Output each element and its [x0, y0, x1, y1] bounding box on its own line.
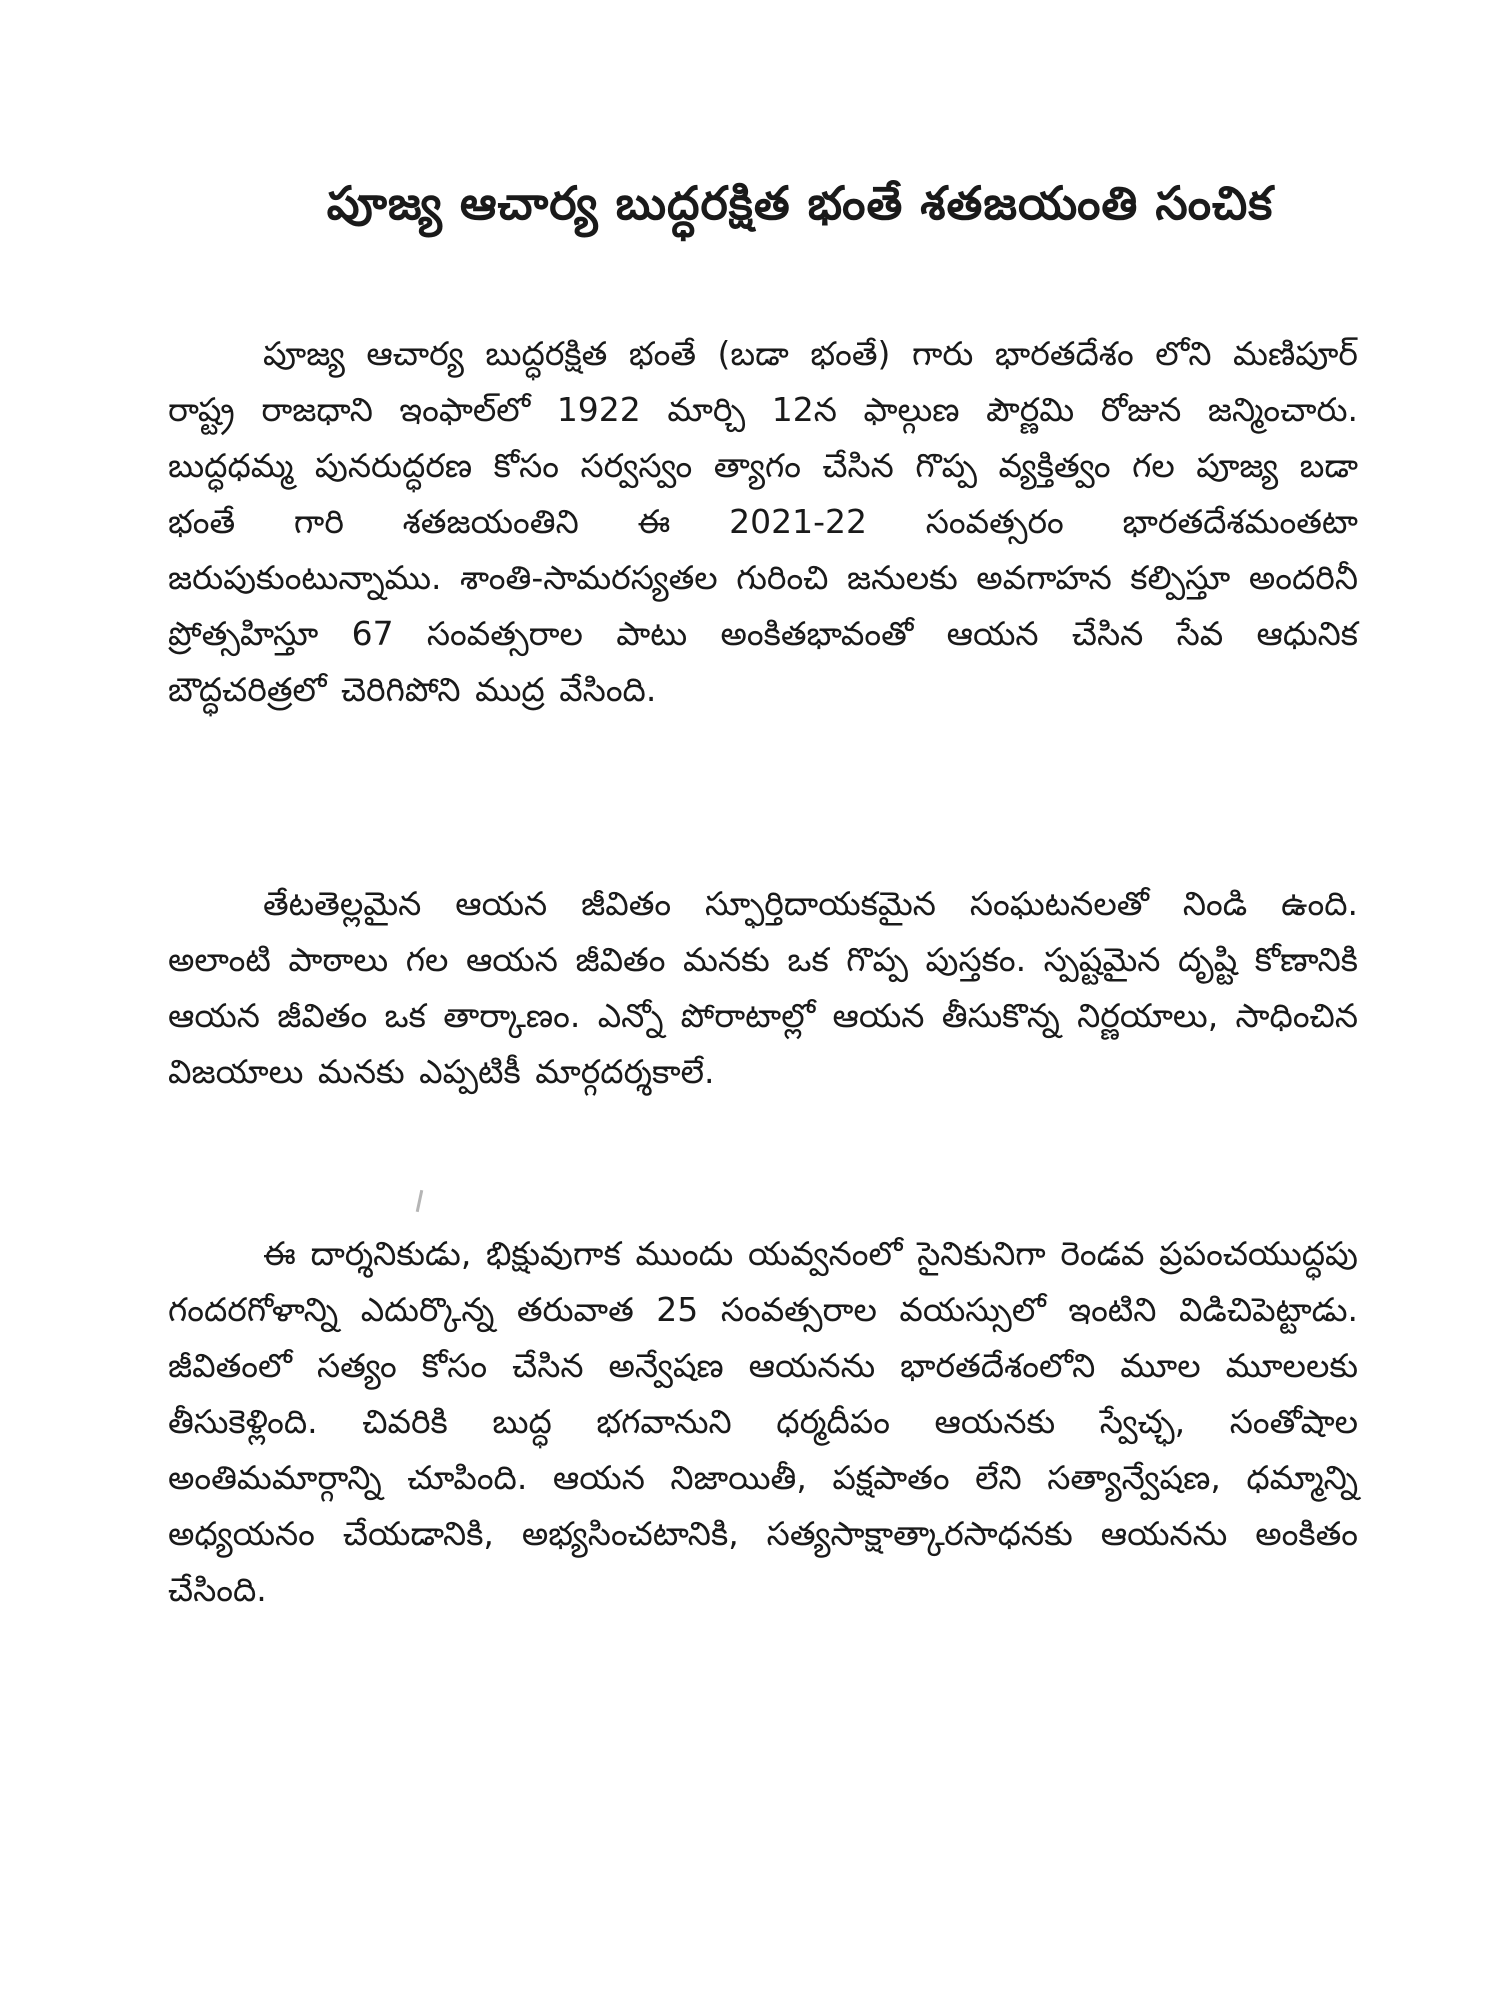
paragraph-1: పూజ్య ఆచార్య బుద్ధరక్షిత భంతే (బడా భంతే) గారు భారతదేశం లోని మణిపూర్ రాష్ట్ర రాజధాని ఇంఫాల్‌లో 1922 మార్చి 12న ఫాల్గుణ పౌర్ణమి రోజున జన్మించారు. బుద్ధధమ్మ పునరుద్ధరణ కోసం సర్వస్వం త్యాగం చేసిన గొప్ప వ్యక్తిత్వం గల పూజ్య బడా భంతే గారి శతజయంతిని ఈ 2021-22 సంవత్సరం భారతదేశమంతటా జరుపుకుంటున్నాము. శాంతి-సామరస్యతల గురించి జనులకు అవగాహన కల్పిస్తూ అందరినీ ప్రోత్సహిస్తూ 67 సంవత్సరాల పాటు అంకితభావంతో ఆయన చేసిన సేవ ఆధునిక బౌద్ధచరిత్రలో చెరిగిపోని ముద్ర వేసింది. [168, 334, 1358, 709]
scan-speck [416, 1190, 424, 1212]
document-title: పూజ్య ఆచార్య బుద్ధరక్షిత భంతే శతజయంతి సంచిక [326, 176, 1274, 230]
paragraph-3: ఈ దార్శనికుడు, భిక్షువుగాక ముందు యవ్వనంలో సైనికునిగా రెండవ ప్రపంచయుద్ధపు గందరగోళాన్ని ఎదుర్కొన్న తరువాత 25 సంవత్సరాల వయస్సులో ఇంటిని విడిచిపెట్టాడు. జీవితంలో సత్యం కోసం చేసిన అన్వేషణ ఆయనను భారతదేశంలోని మూల మూలలకు తీసుకెళ్లింది. చివరికి బుద్ధ భగవానుని ధర్మదీపం ఆయనకు స్వేచ్ఛ, సంతోషాల అంతిమమార్గాన్ని చూపింది. ఆయన నిజాయితీ, పక్షపాతం లేని సత్యాన్వేషణ, ధమ్మాన్ని అధ్యయనం చేయడానికి, అభ్యసించటానికి, సత్యసాక్షాత్కారసాధనకు ఆయనను అంకితం చేసింది. [168, 1234, 1358, 1609]
paragraph-2: తేటతెల్లమైన ఆయన జీవితం స్ఫూర్తిదాయకమైన సంఘటనలతో నిండి ఉంది. అలాంటి పాఠాలు గల ఆయన జీవితం మనకు ఒక గొప్ప పుస్తకం. స్పష్టమైన దృష్టి కోణానికి ఆయన జీవితం ఒక తార్కాణం. ఎన్నో పోరాటాల్లో ఆయన తీసుకొన్న నిర్ణయాలు, సాధించిన విజయాలు మనకు ఎప్పటికీ మార్గదర్శకాలే. [168, 884, 1358, 1091]
